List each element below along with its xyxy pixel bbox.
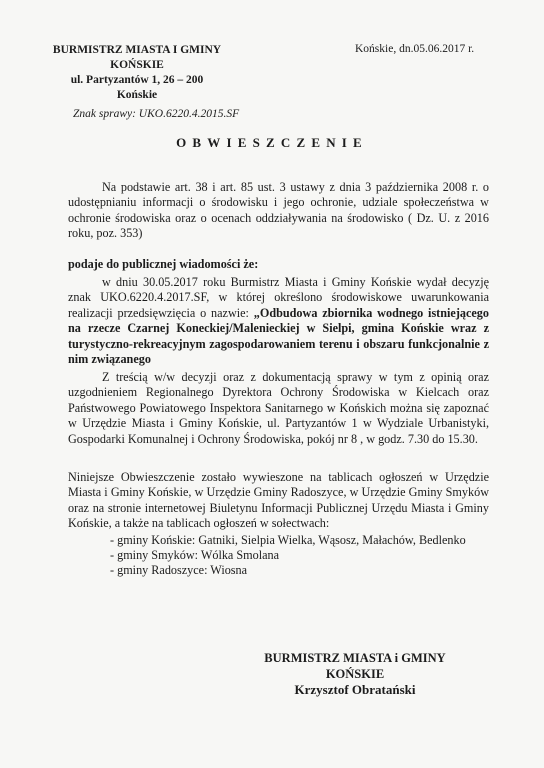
- signature-title: BURMISTRZ MIASTA i GMINY: [264, 651, 446, 665]
- intro-paragraph: Na podstawie art. 38 i art. 85 ust. 3 ustawy z dnia 3 października 2008 r. o udostępnianiu informacji o środowisku i jego ochronie, udziale społeczeństwa w ochronie środowiska oraz o ocenach oddziaływania na środowisko ( Dz. U. z 2016 roku, poz. 353): [68, 180, 489, 241]
- issuer-address: ul. Partyzantów 1, 26 – 200 Końskie: [70, 74, 204, 101]
- announcement-line: podaje do publicznej wiadomości że:: [68, 257, 259, 271]
- decision-paragraph: [68, 275, 489, 367]
- access-paragraph: Z treścią w/w decyzji oraz z dokumentacją sprawy w tym z opinią oraz uzgodnieniem Regionalnego Dyrektora Ochrony Środowiska w Kielcach oraz Państwowego Powiatowego Inspektora Sanitarnego w Końskich można się zapoznać w Urzędzie Miasta i Gminy Końskie, ul. Partyzantów 1 w Wydziale Urbanistyki, Gospodarki Komunalnej i Ochrony Środowiska, pokój nr 8 , w godz. 7.30 do 15.30.: [68, 370, 489, 446]
- issuer-city: KOŃSKIE: [110, 59, 164, 71]
- project-name: „Odbudowa zbiornika wodnego istniejącego na rzecze Czarnej Koneckiej/Malenieckiej w Sielpi, gmina Końskie wraz z turystyczno-rekreacyjnym zagospodarowaniem terenu i obszaru funkcjonalnie z nim związanego: [68, 305, 489, 367]
- signature-block: [250, 650, 460, 698]
- village-list: [110, 533, 466, 579]
- issuer-block: [52, 43, 222, 103]
- document-title: OBWIESZCZENIE: [176, 135, 368, 150]
- posting-paragraph: Niniejsze Obwieszczenie zostało wywieszone na tablicach ogłoszeń w Urzędzie Miasta i Gminy Końskie, w Urzędzie Gminy Radoszyce, w Urzędzie Gminy Smyków oraz na stronie internetowej Biuletynu Informacji Publicznej Urzędu Miasta i Gminy Końskie, a także na tablicach ogłoszeń w sołectwach:: [68, 470, 489, 531]
- list-item: - gminy Końskie: Gatniki, Sielpia Wielka, Wąsosz, Małachów, Bedlenko: [110, 533, 466, 547]
- place-date: Końskie, dn.05.06.2017 r.: [355, 43, 475, 55]
- signature-name: Krzysztof Obratański: [294, 682, 416, 697]
- list-item: - gminy Radoszyce: Wiosna: [110, 563, 248, 578]
- decision-text: w dniu 30.05.2017 roku Burmistrz Miasta i Gminy Końskie wydał decyzję znak UKO.6220.4.2017.SF, w której określono środowiskowe uwarunkowania realizacji przedsięwzięcia o nazwie:: [68, 275, 489, 320]
- list-item: - gminy Smyków: Wólka Smolana: [110, 548, 280, 563]
- signature-city: KOŃSKIE: [325, 667, 385, 681]
- issuer-name: BURMISTRZ MIASTA I GMINY: [52, 44, 222, 56]
- case-reference: Znak sprawy: UKO.6220.4.2015.SF: [73, 108, 240, 120]
